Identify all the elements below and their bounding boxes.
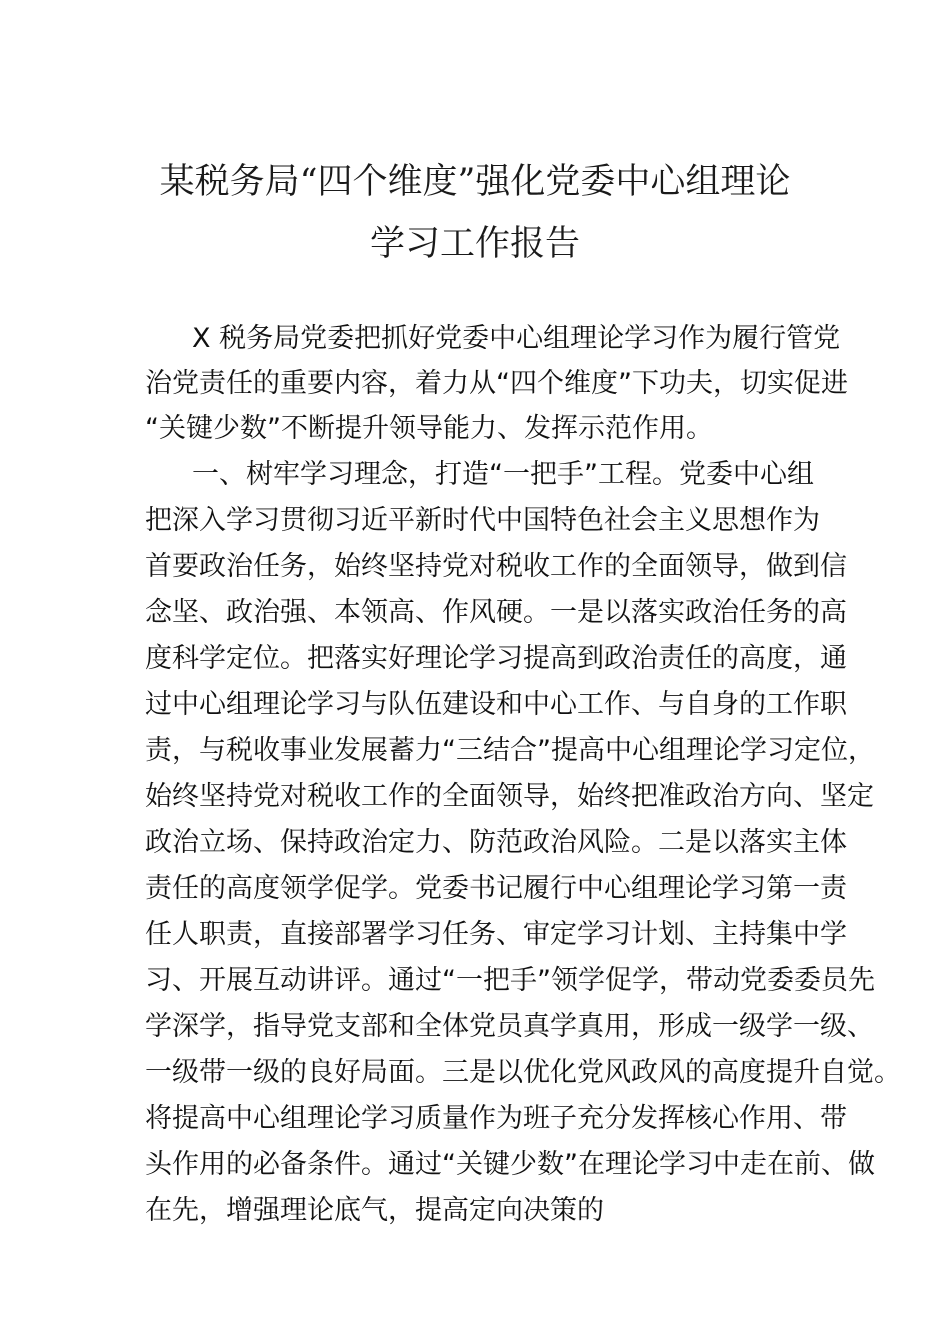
paragraph-line: 过中心组理论学习与队伍建设和中心工作、与自身的工作职 bbox=[145, 689, 847, 720]
paragraph-line: 在先，增强理论底气，提高定向决策的 bbox=[145, 1195, 604, 1226]
paragraph-line: “关键少数”不断提升领导能力、发挥示范作用。 bbox=[145, 413, 713, 444]
paragraph-line: 一、树牢学习理念，打造“一把手”工程。党委中心组 bbox=[192, 459, 814, 490]
paragraph-line: 学深学，指导党支部和全体党员真学真用，形成一级学一级、 bbox=[145, 1011, 874, 1042]
paragraph-line: 念坚、政治强、本领高、作风硬。一是以落实政治任务的高 bbox=[145, 597, 847, 628]
paragraph-line: 头作用的必备条件。通过“关键少数”在理论学习中走在前、做 bbox=[145, 1149, 875, 1180]
paragraph-line: 始终坚持党对税收工作的全面领导，始终把准政治方向、坚定 bbox=[145, 781, 874, 812]
paragraph-line: 责，与税收事业发展蓄力“三结合”提高中心组理论学习定位， bbox=[145, 735, 875, 766]
paragraph-line: 度科学定位。把落实好理论学习提高到政治责任的高度，通 bbox=[145, 643, 847, 674]
paragraph-line: 首要政治任务，始终坚持党对税收工作的全面领导，做到信 bbox=[145, 551, 847, 582]
paragraph-line: 将提高中心组理论学习质量作为班子充分发挥核心作用、带 bbox=[145, 1103, 847, 1134]
paragraph-line: 习、开展互动讲评。通过“一把手”领学促学，带动党委委员先 bbox=[145, 965, 875, 996]
paragraph-line: 责任的高度领学促学。党委书记履行中心组理论学习第一责 bbox=[145, 873, 847, 904]
paragraph-line: 任人职责，直接部署学习任务、审定学习计划、主持集中学 bbox=[145, 919, 847, 950]
document-title-line-1: 某税务局“四个维度”强化党委中心组理论 bbox=[159, 162, 791, 202]
paragraph-line: 一级带一级的良好局面。三是以优化党风政风的高度提升自觉。 bbox=[145, 1057, 901, 1088]
paragraph-line: 治党责任的重要内容，着力从“四个维度”下功夫，切实促进 bbox=[145, 368, 848, 399]
document-title-line-2: 学习工作报告 bbox=[369, 224, 580, 264]
paragraph-line: 政治立场、保持政治定力、防范政治风险。二是以落实主体 bbox=[145, 827, 847, 858]
paragraph-line: X 税务局党委把抓好党委中心组理论学习作为履行管党 bbox=[192, 323, 841, 354]
paragraph-line: 把深入学习贯彻习近平新时代中国特色社会主义思想作为 bbox=[145, 505, 820, 536]
